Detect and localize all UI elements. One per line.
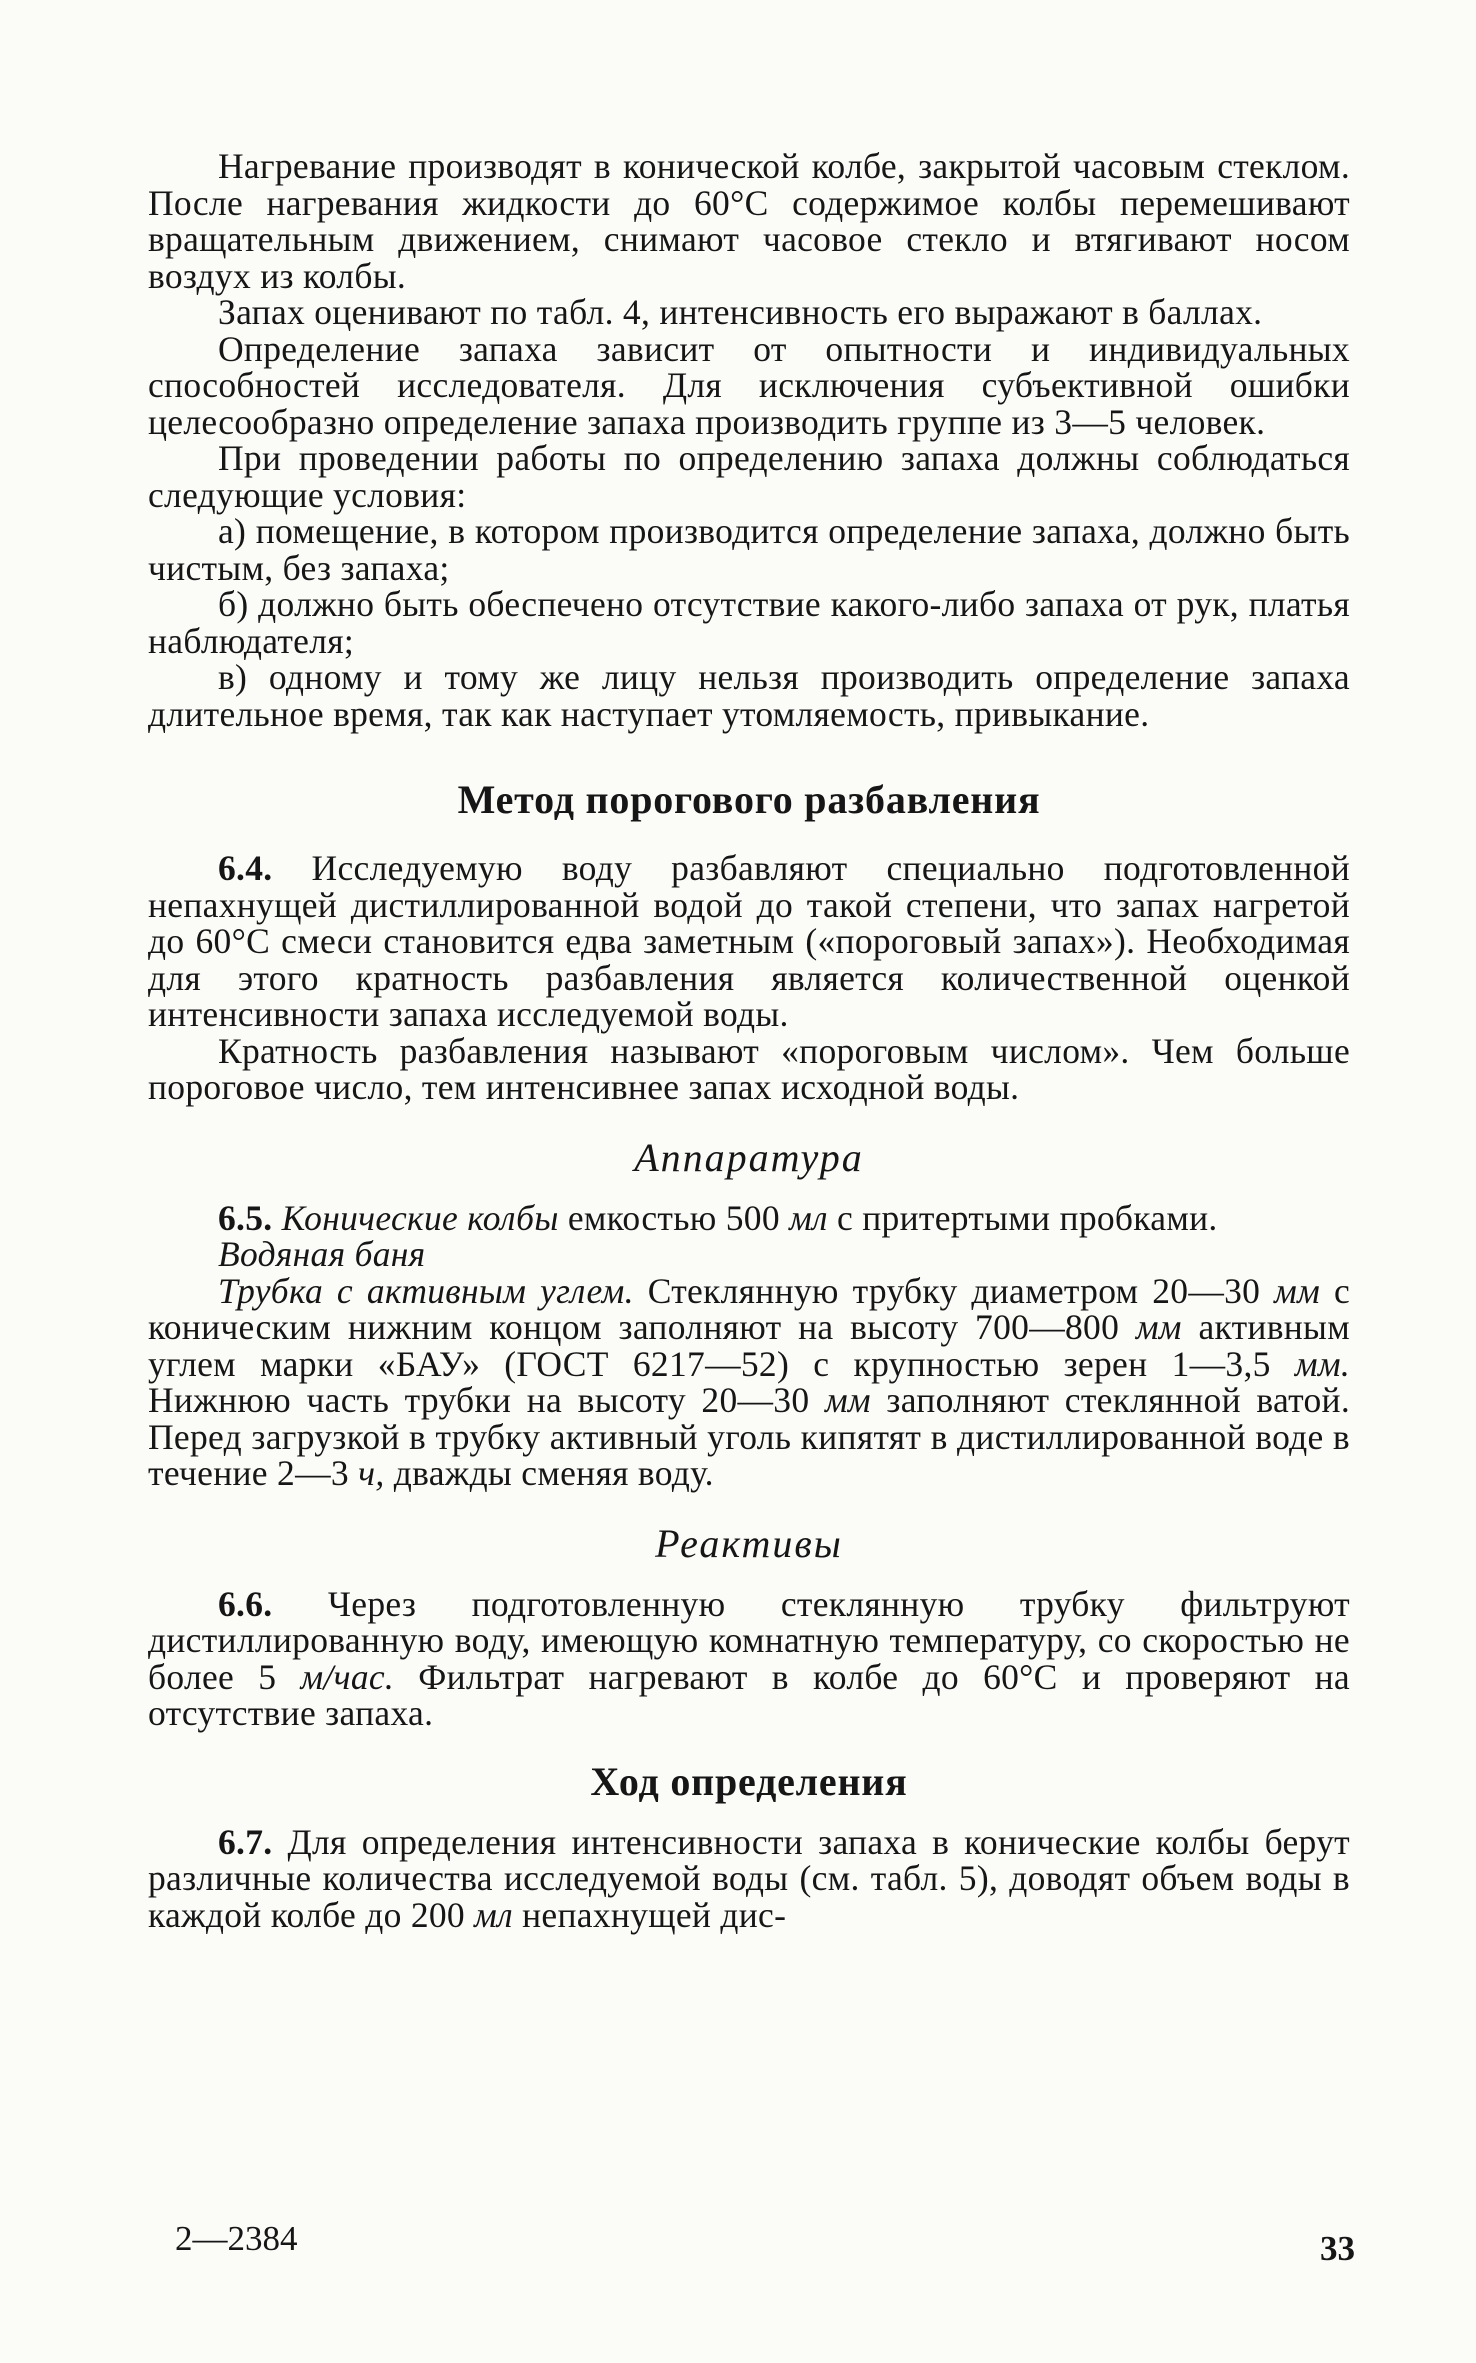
page-number: 33	[1320, 2229, 1355, 2268]
text: заполняют стеклянной ватой. Перед загрузкой в трубку активный уголь кипятят в дистиллированной воде в течение 2—3	[148, 1380, 1350, 1493]
text: Фильтрат нагревают в колбе до 60°С и проверяют на отсутствие запаха.	[148, 1656, 1350, 1733]
unit: м/час.	[300, 1656, 395, 1697]
unit: мл	[789, 1197, 828, 1238]
printer-signature: 2—2384	[175, 2219, 298, 2258]
text: емкостью 500	[567, 1197, 780, 1238]
list-item: а) помещение, в котором производится определение запаха, должно быть чистым, без запаха;	[148, 511, 1350, 588]
text-column	[148, 148, 1350, 1933]
term: Трубка с активным углем.	[218, 1270, 634, 1311]
clause-number: 6.4.	[218, 848, 273, 888]
section-heading-method: Метод порогового разбавления	[457, 777, 1041, 822]
paragraph	[148, 1197, 1350, 1238]
paragraph: Нагревание производят в конической колбе, закрытой часовым стеклом. После нагревания жидкости до 60°С содержимое колбы перемешивают вращательным движением, снимают часовое стекло и втягивают носом воздух из колбы.	[148, 146, 1350, 296]
text: активным углем марки «БАУ» (ГОСТ 6217—52) с крупностью зерен 1—3,5	[148, 1307, 1350, 1384]
text: с коническим нижним концом заполняют на высоту 700—800	[148, 1270, 1350, 1347]
paragraph: Запах оценивают по табл. 4, интенсивность его выражают в баллах.	[218, 292, 1263, 332]
paragraph	[148, 1236, 1350, 1273]
paragraph	[148, 1821, 1350, 1935]
section-heading-procedure: Ход определения	[590, 1758, 908, 1804]
paragraph	[148, 850, 1350, 1033]
text: непахнущей дис-	[522, 1894, 787, 1935]
paragraph	[148, 1270, 1350, 1493]
unit: мл	[474, 1894, 513, 1935]
text: дважды сменяя воду.	[393, 1453, 714, 1493]
text: Через подготовленную стеклянную трубку фильтруют дистиллированную воду, имеющую комнатную температуру, со скоростью не более 5	[148, 1583, 1350, 1697]
unit: мм	[1135, 1307, 1182, 1347]
list-item: б) должно быть обеспечено отсутствие какого-либо запаха от рук, платья наблюдателя;	[148, 584, 1350, 661]
unit: мм	[824, 1380, 871, 1420]
text: Стеклянную трубку диаметром 20—30	[647, 1270, 1261, 1311]
unit: ч,	[358, 1453, 385, 1493]
list-item: в) одному и тому же лицу нельзя производить определение запаха длительное время, так как наступает утомляемость, привыкание.	[148, 657, 1350, 734]
section-heading-reagents: Реактивы	[655, 1520, 843, 1566]
clause-number: 6.5.	[218, 1197, 273, 1238]
section-heading-apparatus: Аппаратура	[634, 1134, 864, 1180]
text: Нижнюю часть трубки на высоту 20—30	[148, 1380, 810, 1420]
text: Для определения интенсивности запаха в конические колбы берут различные количества исследуемой воды (см. табл. 5), доводят объем воды в каждой колбе до 200	[148, 1821, 1350, 1935]
paragraph-text: Исследуемую воду разбавляют специально подготовленной непахнущей дистиллированной водой до такой степени, что запах нагретой до 60°С смеси становится едва заметным («пороговый запах»). Необходимая для этого кратность разбавления является количественной оценкой интенсивности запаха исследуемой воды.	[148, 848, 1350, 1034]
term: Конические колбы	[281, 1197, 559, 1238]
text: с притертыми пробками.	[837, 1197, 1218, 1238]
paragraph: При проведении работы по определению запаха должны соблюдаться следующие условия:	[148, 438, 1350, 515]
term: Водяная баня	[218, 1234, 426, 1274]
clause-number: 6.6.	[218, 1583, 273, 1624]
paragraph: Кратность разбавления называют «пороговым числом». Чем больше пороговое число, тем интенсивнее запах исходной воды.	[148, 1030, 1350, 1107]
unit: мм	[1274, 1270, 1321, 1311]
clause-number: 6.7.	[218, 1821, 273, 1862]
paragraph: Определение запаха зависит от опытности и индивидуальных способностей исследователя. Для исключения субъективной ошибки целесообразно определение запаха производить группе из 3—5 человек.	[148, 328, 1350, 442]
unit: мм.	[1294, 1343, 1350, 1384]
paragraph	[148, 1583, 1350, 1733]
